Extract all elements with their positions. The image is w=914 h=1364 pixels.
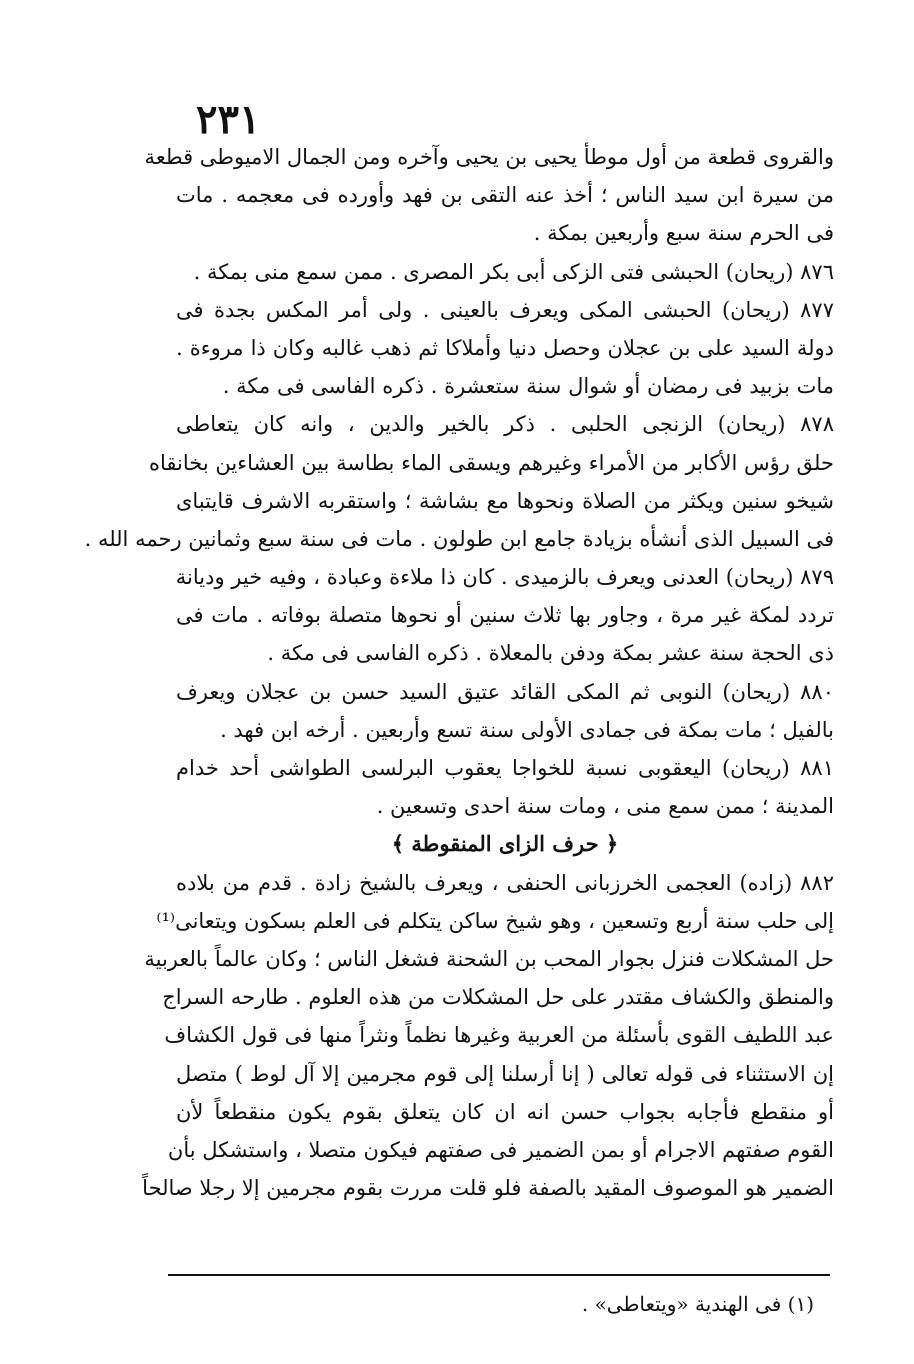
text-line: فى الحرم سنة سبع وأربعين بمكة . xyxy=(533,221,834,246)
text-line: والقروى قطعة من أول موطأ يحيى بن يحيى وآخره ومن الجمال الاميوطى قطعة xyxy=(144,145,834,169)
text-line: والمنطق والكشاف مقتدر على حل المشكلات من هذه العلوم . طارحه السراج xyxy=(162,985,834,1010)
text-line: بالفيل ؛ مات بمكة فى جمادى الأولى سنة تسع وأربعين . أرخه ابن فهد . xyxy=(220,717,834,742)
text-line: شيخو سنين ويكثر من الصلاة ونحوها مع بشاشة ؛ واستقربه الاشرف قايتباى xyxy=(176,488,834,513)
text-line: إلى حلب سنة أربع وتسعين ، وهو شيخ ساكن يتكلم فى العلم بسكون ويتعانى⁽¹⁾ xyxy=(156,908,834,933)
entry-878: ٨٧٨ (ريحان) الزنجى الحلبى . ذكر بالخير والدين ، وانه كان يتعاطى xyxy=(176,412,834,437)
footnote-divider xyxy=(168,1274,830,1276)
text-line: مات بزبيد فى رمضان أو شوال سنة ستعشرة . ذكره الفاسى فى مكة . xyxy=(222,374,834,399)
text-line: حلق رؤس الأكابر من الأمراء وغيرهم ويسقى الماء بطاسة بين العشاءين بخانقاه xyxy=(149,450,834,475)
text-line: الضمير هو الموصوف المقيد بالصفة فلو قلت مررت بقوم مجرمين إلا رجلا صالحاً xyxy=(142,1176,834,1201)
text-line: من سيرة ابن سيد الناس ؛ أخذ عنه التقى بن فهد وأورده فى معجمه . مات xyxy=(176,183,834,208)
footnote: (١) فى الهندية «ويتعاطى» . xyxy=(581,1292,814,1316)
text-line: دولة السيد على بن عجلان وحصل دنيا وأملاكا ثم ذهب غالبه وكان ذا مروءة . xyxy=(176,335,834,360)
text-line: تردد لمكة غير مرة ، وجاور بها ثلاث سنين أو نحوها متصلة بوفاته . مات فى xyxy=(176,603,834,628)
entry-882: ٨٨٢ (زاده) العجمى الخرزبانى الحنفى ، ويعرف بالشيخ زادة . قدم من بلاده xyxy=(176,870,834,895)
text-line: عبد اللطيف القوى بأسئلة من العربية وغيرها نظماً ونثراً منها فى قول الكشاف xyxy=(164,1023,834,1048)
text-line: ذى الحجة سنة عشر بمكة ودفن بالمعلاة . ذكره الفاسى فى مكة . xyxy=(267,641,834,666)
text-line: أو منقطع فأجابه بجواب حسن انه ان كان يتعلق بقوم يكون منقطعاً لأن xyxy=(176,1099,834,1124)
entry-877: ٨٧٧ (ريحان) الحبشى المكى ويعرف بالعينى . ولى أمر المكس بجدة فى xyxy=(176,297,834,322)
text-line: حل المشكلات فنزل بجوار المحب بن الشحنة فشغل الناس ؛ وكان عالماً بالعربية xyxy=(144,946,834,971)
page-number: ٢٣١ xyxy=(196,96,261,143)
text-line: المدينة ؛ ممن سمع منى ، ومات سنة احدى وتسعين . xyxy=(376,794,834,819)
main-text xyxy=(84,138,834,1207)
text-line: إن الاستثناء فى قوله تعالى ( إنا أرسلنا إلى قوم مجرمين إلا آل لوط ) متصل xyxy=(176,1061,834,1086)
section-heading: ﴿ حرف الزاى المنقوطة ﴾ xyxy=(391,831,619,857)
text-line: فى السبيل الذى أنشأه بزيادة جامع ابن طولون . مات فى سنة سبع وثمانين رحمه الله . xyxy=(84,526,834,551)
entry-881: ٨٨١ (ريحان) اليعقوبى نسبة للخواجا يعقوب البرلسى الطواشى أحد خدام xyxy=(176,756,834,780)
entry-880: ٨٨٠ (ريحان) النوبى ثم المكى القائد عتيق السيد حسن بن عجلان ويعرف xyxy=(176,679,834,704)
text-line: القوم صفتهم الاجرام أو بمن الضمير فى صفتهم فيكون متصلا ، واستشكل بأن xyxy=(167,1137,834,1162)
entry-879: ٨٧٩ (ريحان) العدنى ويعرف بالزميدى . كان ذا ملاءة وعبادة ، وفيه خير وديانة xyxy=(175,565,834,590)
entry-876: ٨٧٦ (ريحان) الحبشى فتى الزكى أبى بكر المصرى . ممن سمع منى بمكة . xyxy=(193,259,834,284)
